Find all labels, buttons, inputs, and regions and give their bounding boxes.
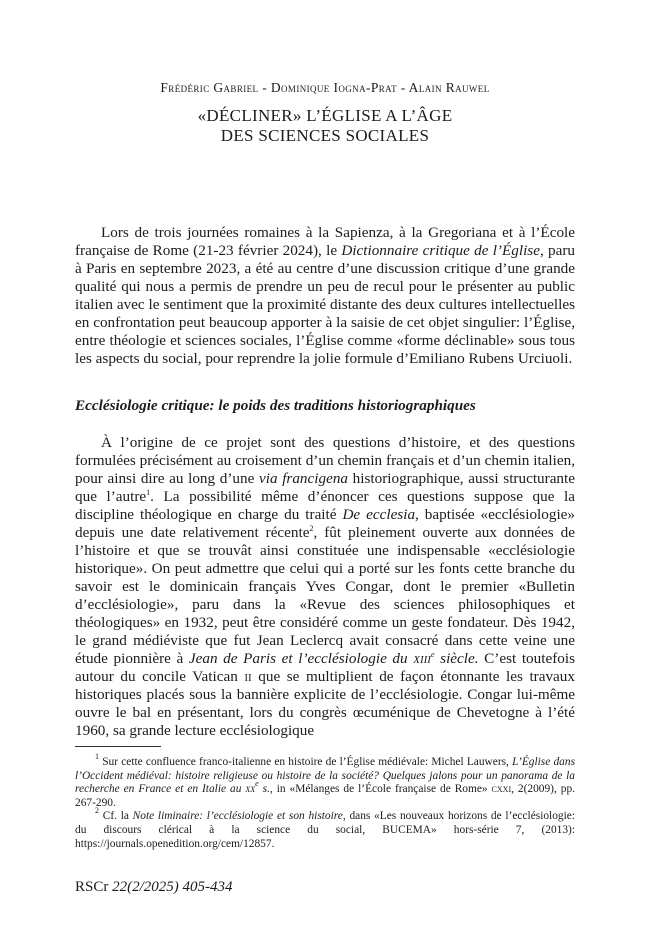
superscript: e — [430, 650, 435, 659]
italic-title-text: siècle. — [434, 650, 479, 667]
issue-pages: 22(2/2025) 405-434 — [112, 879, 233, 895]
body-text: À l’origine de ce projet sont des questions d’histoire, et des questions formulées précisément au croisement d’un chemin français et d’un chemin italien, pour ainsi dire au long d’une — [75, 434, 575, 487]
footnotes — [75, 752, 575, 851]
italic-term: via francigena — [259, 470, 349, 487]
page-folio — [75, 879, 233, 896]
body-text: historiographique, aussi structurante que l’autre — [75, 470, 575, 505]
footnote-divider — [75, 746, 161, 747]
footnote-text: , 2(2009), pp. 267-290. — [75, 783, 575, 809]
roman-numeral: xiii — [413, 650, 431, 667]
italic-title-text: Jean de Paris et l’ecclésiologie du — [188, 650, 414, 667]
intro-text: Lors de trois journées romaines à la Sapienza, à la Gregoriana et à l’École française de Rome (21-23 février 2024), le — [75, 224, 575, 259]
body-text: , baptisée «ecclésiologie» depuis une date relativement récente — [75, 506, 575, 541]
roman-numeral: cxxi — [491, 783, 512, 796]
footnote-1 — [75, 752, 575, 810]
footnote-text: , in «Mélanges de l’École française de Rome» — [269, 783, 492, 796]
title-line-1: «DÉCLINER» L’ÉGLISE A L’ÂGE — [197, 106, 453, 125]
title-line-2: DES SCIENCES SOCIALES — [220, 126, 430, 145]
body-text: . La possibilité même d’énoncer ces questions suppose que la discipline théologique en charge du traité — [75, 488, 576, 523]
roman-numeral: xx — [245, 783, 256, 796]
authors-line: Frédéric Gabriel - Dominique Iogna-Prat - Alain Rauwel — [160, 80, 490, 95]
dictionary-title: Dictionnaire critique de l’Église — [341, 242, 540, 259]
body-text: que se multiplient de façon étonnante les travaux historiques placés sous la bannière explicite de l’ecclésiologie. Congar lui-même ouvre le bal en présentant, lors du congrès œcuménique de Chevetogne à l’été 1960, sa grande lecture ecclésiologique — [75, 668, 575, 739]
footnote-ref-1[interactable]: 1 — [146, 488, 151, 497]
journal-name: RSCr — [75, 879, 113, 895]
italic-term: De ecclesia — [342, 506, 416, 523]
footnote-italic-text: L’Église dans l’Occident médiéval: histoire religieuse ou histoire de la société? Quelques jalons pour un panorama de la recherche en France et en Italie au — [75, 756, 575, 796]
roman-numeral: ii — [244, 668, 252, 685]
footnote-number: 2 — [95, 806, 99, 816]
footnote-number: 1 — [95, 752, 99, 761]
intro-paragraph — [75, 224, 575, 368]
footnote-text: , dans «Les nouveaux horizons de l’ecclésiologie: du discours clérical à la science du social, BUCEMA» hors-série 7, (2013): https://journals.openedition.org/cem/12857. — [75, 810, 575, 850]
footnote-italic: Note liminaire: l’ecclésiologie et son histoire — [132, 810, 343, 823]
intro-text: , paru à Paris en septembre 2023, a été au centre d’une discussion critique d’une grande qualité qui nous a permis de prendre un peu de recul pour le présenter au public italien avec le sentiment que la proximité distante des deux cultures intellectuelles en confrontation peut beaucoup apporter à la saisie de cet objet singulier: l’Église, entre théologie et sciences sociales, l’Église comme «forme déclinable» sous tous les aspects du social, pour reprendre la jolie formule d’Emiliano Rubens Urciuoli. — [75, 242, 575, 367]
footnote-italic-text: s. — [258, 783, 270, 796]
superscript: e — [255, 779, 259, 789]
footnote-text: Sur cette confluence franco-italienne en histoire de l’Église médiévale: Michel Lauwers, — [99, 756, 513, 768]
article-title — [0, 106, 650, 146]
body-paragraph — [75, 434, 575, 740]
section-heading: Ecclésiologie critique: le poids des traditions historiographiques — [75, 397, 476, 414]
italic-title — [189, 650, 479, 667]
body-text: , fût pleinement ouverte aux données de l’histoire et que se trouvât ainsi constituée une indispensable «ecclésiologie historique». On peut admettre que celui qui a porté sur les fonts cette branche du savoir est le dominicain français Yves Congar, dont le premier «Bulletin d’ecclésiologie», paru dans la «Revue des sciences philosophiques et théologiques» en 1932, peut être considéré comme un geste fondateur. Dès 1942, le grand médiéviste que fut Jean Leclercq avait consacré dans cette veine une étude pionnière à — [75, 524, 575, 667]
body-text: C’est toutefois autour du concile Vatican — [75, 650, 575, 685]
footnote-2 — [75, 806, 575, 851]
footnote-ref-2[interactable]: 2 — [309, 524, 314, 533]
footnote-text: Cf. la — [99, 810, 133, 823]
